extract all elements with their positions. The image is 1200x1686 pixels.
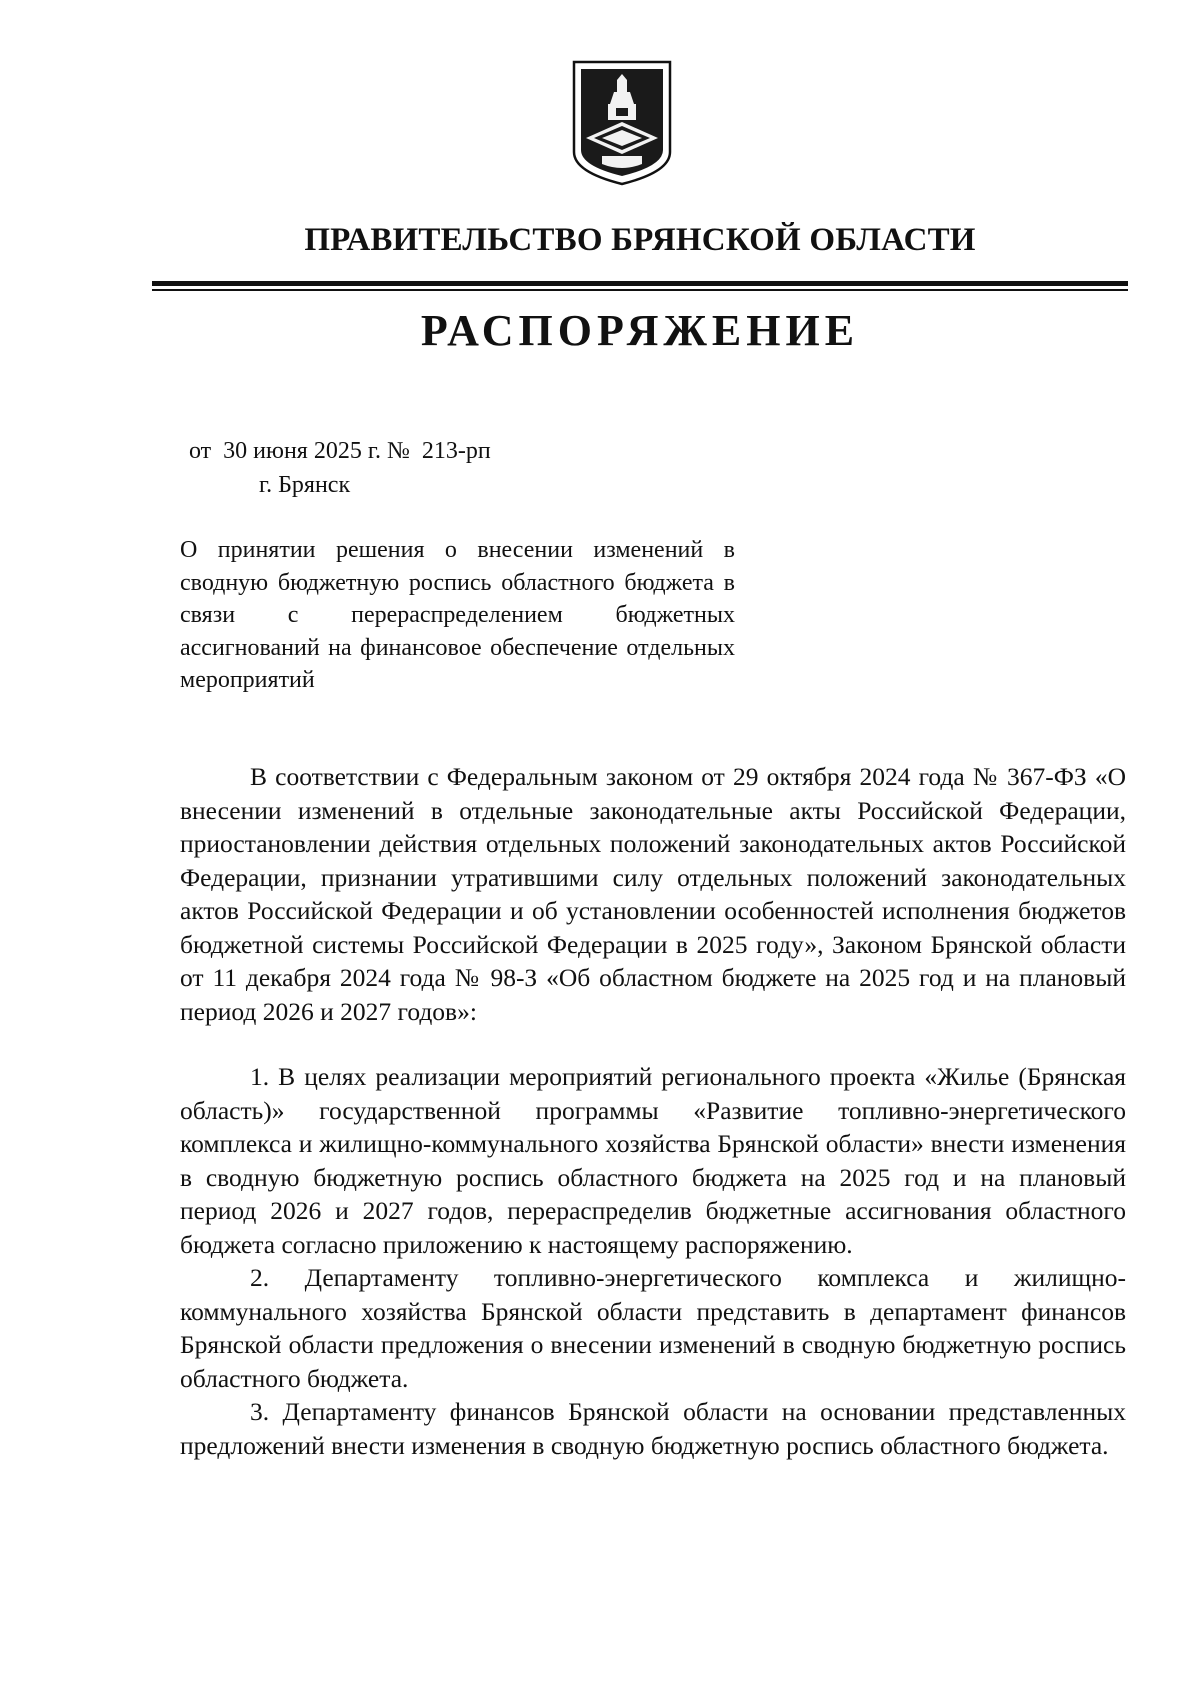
subject-text: О принятии решения о внесении изменений в сводную бюджетную роспись областного бюджета в связи с перераспределением бюджетных ассигнований на финансовое обеспечение отдельных мероприятий [180,537,735,693]
organization-title: ПРАВИТЕЛЬСТВО БРЯНСКОЙ ОБЛАСТИ [304,222,976,258]
clause-3: 3. Департаменту финансов Брянской области на основании представленных предложений внести изменения в сводную бюджетную роспись областного бюджета. [180,1397,1126,1460]
clause-2: 2. Департаменту топливно-энергетического комплекса и жилищно-коммунального хозяйства Брянской области представить в департамент финансов Брянской области предложения о внесении изменений в сводную бюджетную роспись областного бюджета. [180,1263,1126,1393]
document-subject [180,534,735,697]
document-body [180,760,1126,1462]
document-city: г. Брянск [259,472,351,498]
clause-1: 1. В целях реализации мероприятий регионального проекта «Жилье (Брянская область)» государственной программы «Развитие топливно-энергетического комплекса и жилищно-коммунального хозяйства Брянской области» внести изменения в сводную бюджетную роспись областного бюджета на 2025 год и на плановый период 2026 и 2027 годов, перераспределив бюджетные ассигнования областного бюджета согласно приложению к настоящему распоряжению. [180,1062,1126,1259]
document-type-title: РАСПОРЯЖЕНИЕ [420,306,860,355]
coat-of-arms-icon [572,60,672,186]
preamble-paragraph: В соответствии с Федеральным законом от 29 октября 2024 года № 367-ФЗ «О внесении изменений в отдельные законодательные акты Российской Федерации, приостановлении действия отдельных положений законодательных актов Российской Федерации, признании утратившими силу отдельных положений законодательных актов Российской Федерации и об установлении особенностей исполнения бюджетов бюджетной системы Российской Федерации в 2025 году», Законом Брянской области от 11 декабря 2024 года № 98-З «Об областном бюджете на 2025 год и на плановый период 2026 и 2027 годов»: [180,762,1126,1026]
document-date-number: от 30 июня 2025 г. № 213-рп [189,438,491,464]
header-divider-thin [152,289,1128,291]
header-divider-thick [152,281,1128,286]
